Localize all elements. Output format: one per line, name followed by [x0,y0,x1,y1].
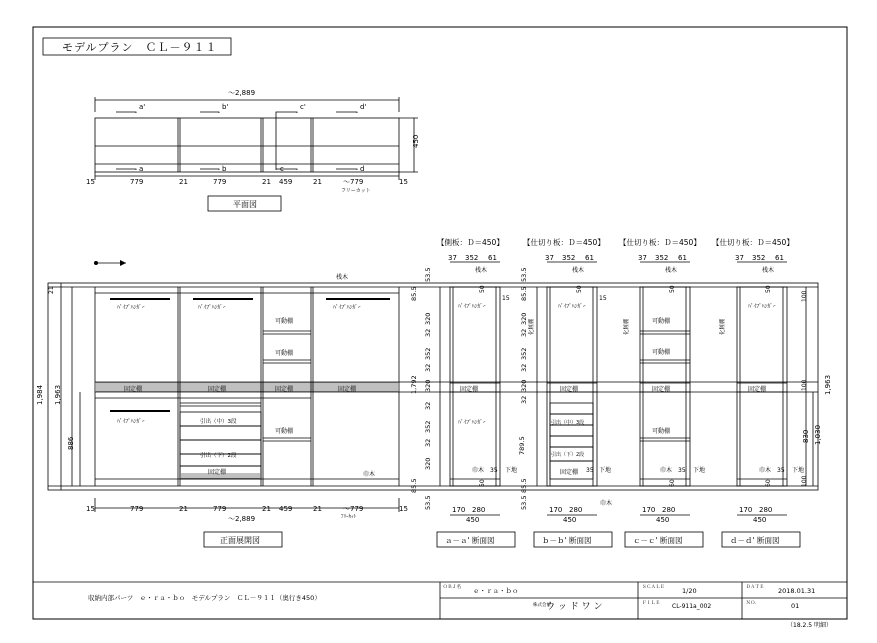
sec-c-movable-2: 可動棚 [652,349,671,356]
sec-a-bar: 桟木 [475,267,488,274]
section-label-d: ｄ－ｄ' 断面図 [730,536,780,545]
sec-b-v-320: 320 [520,312,528,325]
sec-d-b-450: 450 [753,516,767,524]
sec-d-top-352: 352 [752,254,766,262]
sec-a-plinth: 巾木 [472,467,485,474]
elev-height-886: 886 [67,436,75,450]
sec-a-v-535: 53.5 [424,267,432,282]
label-fixed-shelf-b-bottom: 固定棚 [208,469,227,476]
sec-b-v-535: 53.5 [520,267,528,282]
elev-top-dim: 21 [48,286,55,294]
section-header-c: 【仕切り板：Ｄ＝450】 [619,238,701,247]
elev-dim-1: 779 [130,505,144,513]
label-drawer-bottom: 引出（下）2段 [200,453,237,459]
sec-a-v-320c: 320 [424,457,432,470]
label-movable-shelf-1: 可動棚 [275,318,294,325]
section-header-d: 【仕切り板：Ｄ＝450】 [712,238,794,247]
plan-depth-dim: 450 [412,134,420,148]
plan-dim-7: ～779 [343,178,364,186]
sec-a-hanger-lower: ﾊﾟｲﾌﾟﾊﾝｶﾞｰ [458,420,486,426]
sec-a-v-32: 32 [424,328,432,337]
sec-d-top-37: 37 [735,254,744,262]
label-bar: 桟木 [336,274,349,281]
label-hanger-d: ﾊﾟｲﾌﾟﾊﾝｶﾞｰ [333,305,361,311]
plan-dim-1: 779 [130,178,144,186]
elev-dim-3: 779 [213,505,227,513]
tb-no: 01 [791,602,800,610]
sec-c-35: 35 [678,467,686,474]
fixed-shelf-hatch [96,383,398,478]
sec-b-v-352: 352 [520,347,528,360]
sec-b-50: 50 [576,285,583,293]
plan-marker-d: d' [360,103,367,111]
tb-product: ｅ・ｒａ・ｂｏ [473,587,519,595]
sec-d-35: 35 [777,467,785,474]
elev-dim-4: 21 [262,505,271,513]
label-hanger-a-lower: ﾊﾟｲﾌﾟﾊﾝｶﾞｰ [117,419,145,425]
sec-a-bottom-plinth: 下地 [505,467,518,474]
section-label-c: ｃ－ｃ' 断面図 [633,536,683,545]
elev-dim-0: 15 [86,505,95,513]
elev-dim-6: 21 [313,505,322,513]
tb-file: CL-911a_002 [672,603,712,610]
section-label-b: ｂ－ｂ' 断面図 [542,536,592,545]
sec-a-b-450: 450 [466,516,480,524]
tb-file-label: ＦＩＬＥ [642,601,660,606]
sec-a-v-535b: 53.5 [424,495,432,510]
front-elevation [48,283,818,512]
tb-date-label: ＤＡＴＥ [746,585,764,590]
plan-marker-b: b' [222,103,229,111]
sec-a-v-855b: 85.5 [410,478,418,493]
sec-b-v-32b: 32 [520,363,528,372]
elev-label: 正面展開図 [220,536,260,545]
sec-b-v-32c: 32 [520,395,528,404]
elev-height-1963: 1,963 [54,384,62,405]
label-hanger-b: ﾊﾟｲﾌﾟﾊﾝｶﾞｰ [198,305,226,311]
sec-b-top-61: 61 [585,254,594,262]
sec-d-fixed-shelf: 固定棚 [748,386,767,393]
label-movable-shelf-3: 可動棚 [275,428,294,435]
sec-c-top-61: 61 [678,254,687,262]
plan-dim-8: 15 [399,178,408,186]
sec-c-top-37: 37 [638,254,647,262]
sec-b-fixed-shelf: 固定棚 [560,386,579,393]
sec-d-60: 60 [765,479,772,487]
sec-b-v-32: 32 [520,328,528,337]
tb-scale-label: ＳＣＡＬＥ [642,585,665,590]
sec-a-50b: 50 [479,479,486,487]
sec-a-v-32c: 32 [424,401,432,410]
plan-marker-a-bottom: a [139,165,144,173]
sec-d-v-830: 830 [802,429,810,443]
tb-company-prefix: 株式会社 [533,603,551,608]
label-fixed-shelf-a: 固定棚 [124,386,143,393]
sec-c-b-280: 280 [662,506,676,514]
sec-b-drawer-middle: 引出（中）3段 [551,420,585,426]
plan-dim-3: 779 [213,178,227,186]
sec-c-side-shelf: 化粧棚 [624,318,630,335]
sec-b-v-320b: 320 [520,379,528,392]
drawing-title: モデルプラン ＣＬ－９１１ [62,41,218,54]
sec-a-v-320: 320 [424,312,432,325]
sec-a-v-32b: 32 [424,363,432,372]
sec-d-bar: 桟木 [762,267,775,274]
sec-b-fixed-shelf-bottom: 固定棚 [560,469,579,476]
sec-b-hanger: ﾊﾟｲﾌﾟﾊﾝｶﾞｰ [558,304,586,310]
sec-c-b-170: 170 [642,506,656,514]
sec-a-v-855: 85.5 [410,286,418,301]
sec-b-v-855: 85.5 [520,286,528,301]
sec-d-plinth: 巾木 [759,467,772,474]
sec-a-top-37: 37 [448,254,457,262]
plan-marker-b-bottom: b [222,165,227,173]
tb-company: ウ ッ ド ワ ン [546,602,603,612]
plan-marker-a: a' [139,103,146,111]
elev-dim-5: 459 [279,505,293,513]
sec-c-b-450: 450 [656,516,670,524]
plan-marker-d-bottom: d [360,165,365,173]
sec-b-35: 35 [586,467,594,474]
sec-a-hanger: ﾊﾟｲﾌﾟﾊﾝｶﾞｰ [458,304,486,310]
sec-a-50: 50 [479,285,486,293]
plan-marker-c-bottom: c [280,165,284,173]
sec-b-top-37: 37 [545,254,554,262]
section-header-a: 【側板：Ｄ＝450】 [437,238,504,247]
sec-a-35: 35 [490,467,498,474]
sec-b-v-7895: 789.5 [518,436,526,455]
sec-a-b-280: 280 [472,506,486,514]
sec-a-v-1792: 1,792 [410,375,418,394]
label-movable-shelf-2: 可動棚 [275,350,294,357]
sec-a-top-352: 352 [465,254,479,262]
sec-d-v-1963: 1,963 [824,374,832,395]
sec-b-top-352: 352 [562,254,576,262]
tb-product-label: ＯＢＪ名 [443,585,461,590]
sec-d-50: 50 [765,285,772,293]
sec-c-movable-3: 可動棚 [652,428,671,435]
sec-a-v-352b: 352 [424,420,432,433]
sec-a-v-352: 352 [424,347,432,360]
direction-arrow-icon [94,260,126,266]
elev-overall-dim: ～2,889 [228,515,256,523]
plan-label: 平面図 [233,200,257,209]
sec-c-50: 50 [669,285,676,293]
elev-dim-7: ～779 [343,505,364,513]
sec-b-b-170: 170 [549,506,563,514]
sec-b-drawer-bottom: 引出（下）2段 [551,452,585,458]
label-fixed-shelf-d: 固定棚 [338,386,357,393]
elev-dim-8: 15 [399,505,408,513]
sec-b-v-855b: 85.5 [520,478,528,493]
elev-height-1984: 1,984 [36,384,44,405]
sec-c-fixed-shelf: 固定棚 [652,386,671,393]
sec-d-v-100-mid: 100 [801,379,808,391]
tb-description: 収納内部パーツ ｅ・ｒａ・ｂｏ モデルプラン ＣＬ－９１１（奥行き450） [88,594,321,602]
label-fixed-shelf-b: 固定棚 [208,386,227,393]
sec-a-fixed-shelf: 固定棚 [460,386,479,393]
sec-b-15: 15 [599,295,607,302]
sec-c-movable-1: 可動棚 [652,318,671,325]
sec-a-v-32d: 32 [424,438,432,447]
sec-c-top-352: 352 [655,254,669,262]
sec-d-b-280: 280 [759,506,773,514]
plan-dim-6: 21 [313,178,322,186]
sec-b-b-280: 280 [569,506,583,514]
sec-d-bottom-plinth: 下地 [792,467,805,474]
label-hanger-a-upper: ﾊﾟｲﾌﾟﾊﾝｶﾞｰ [117,305,145,311]
plan-dim-5: 459 [279,178,293,186]
plan-dim-2: 21 [179,178,188,186]
sec-d-v-1030: 1,030 [814,424,822,445]
elev-dim-2: 21 [179,505,188,513]
plan-overall-dim: ～2,889 [228,89,256,97]
tb-scale: 1/20 [682,587,697,595]
sec-b-plinth: 巾木 [600,500,613,507]
sec-b-bottom-plinth: 下地 [599,467,612,474]
plan-marker-c: c' [300,103,306,111]
plan-dim-4: 21 [262,178,271,186]
sec-a-15: 15 [502,295,510,302]
sec-c-60: 60 [669,479,676,487]
sec-d-side-shelf: 化粧棚 [720,318,726,335]
plan-dim-0: 15 [86,178,95,186]
section-label-a: ａ－ａ' 断面図 [445,536,495,545]
tb-date: 2018.01.31 [778,587,816,595]
sec-b-v-535b: 53.5 [520,495,528,510]
label-plinth: 巾木 [363,471,376,478]
sec-a-top-61: 61 [488,254,497,262]
label-drawer-middle: 引出（中）3段 [200,419,237,425]
sec-a-v-320b: 320 [424,379,432,392]
sec-d-v-100-top: 100 [801,290,808,302]
sec-a-b-170: 170 [452,506,466,514]
sec-c-bar: 桟木 [665,267,678,274]
sec-d-hanger: ﾊﾟｲﾌﾟﾊﾝｶﾞｰ [748,304,776,310]
tb-no-label: ＮＯ． [746,601,760,606]
section-header-b: 【仕切り板：Ｄ＝450】 [523,238,605,247]
sec-b-side-shelf: 化粧棚 [529,318,535,335]
elev-free-cut: ﾌﾘｰｶｯﾄ [341,514,357,520]
sec-d-b-170: 170 [739,506,753,514]
plan-free-cut: フリーカット [341,188,371,194]
sec-d-top-61: 61 [775,254,784,262]
sec-c-plinth: 巾木 [660,467,673,474]
sec-b-bar: 桟木 [572,267,585,274]
label-fixed-shelf-c: 固定棚 [275,386,294,393]
tb-version: （18.2.5 明細） [787,622,832,629]
sec-b-b-450: 450 [563,516,577,524]
sec-d-100-bottom: 100 [801,475,808,487]
sec-c-bottom-plinth: 下地 [693,467,706,474]
